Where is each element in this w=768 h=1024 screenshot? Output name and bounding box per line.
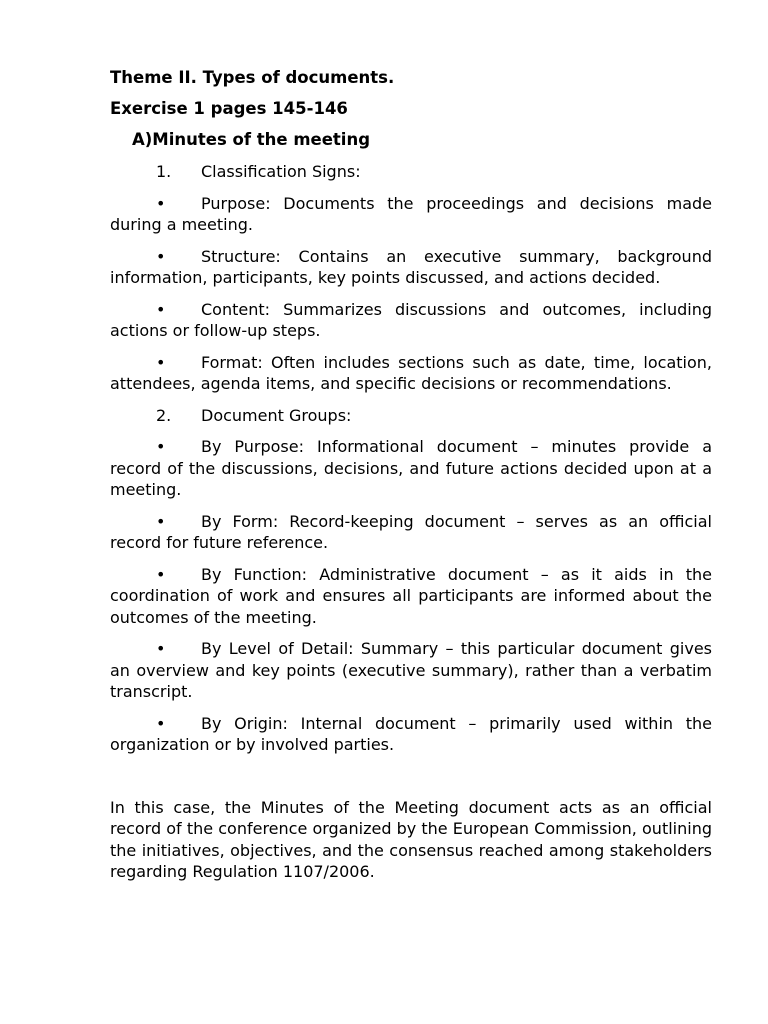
- item-number: 1.: [156, 162, 172, 181]
- bullet-item: [110, 511, 712, 554]
- item-number: 2.: [156, 405, 172, 425]
- bullet-text: By Form: Record-keeping document – serves as an official record for future reference.: [110, 511, 712, 552]
- bullet-text: Content: Summarizes discussions and outcomes, including actions or follow-up steps.: [110, 299, 712, 340]
- bullet-text: By Origin: Internal document – primarily used within the organization or by involved parties.: [110, 713, 712, 754]
- numbered-item-groups: [110, 405, 712, 427]
- bullet-item: [110, 193, 712, 236]
- bullet-text: By Purpose: Informational document – minutes provide a record of the discussions, decisions, and future actions decided upon at a meeting.: [110, 437, 712, 499]
- theme-heading: Theme II. Types of documents.: [110, 68, 395, 87]
- conclusion-paragraph: In this case, the Minutes of the Meeting document acts as an official record of the conference organized by the European Commission, outlining the initiatives, objectives, and the consensus reached among stakeholders regarding Regulation 1107/2006.: [110, 797, 712, 881]
- bullet-marker: •: [156, 639, 166, 658]
- bullet-marker: •: [156, 246, 166, 266]
- exercise-heading: Exercise 1 pages 145-146: [110, 99, 348, 118]
- bullet-text: Format: Often includes sections such as date, time, location, attendees, agenda items, and specific decisions or recommendations.: [110, 352, 712, 393]
- bullet-marker: •: [156, 511, 166, 531]
- bullet-marker: •: [156, 193, 166, 213]
- bullet-item: [110, 564, 712, 629]
- bullet-text: Structure: Contains an executive summary, background information, participants, key points discussed, and actions decided.: [110, 246, 712, 287]
- item-title: Document Groups:: [201, 405, 352, 425]
- bullet-marker: •: [156, 564, 166, 584]
- bullet-marker: •: [156, 299, 166, 319]
- numbered-item-classification: [110, 161, 712, 183]
- bullet-text: By Level of Detail: Summary – this particular document gives an overview and key points (executive summary), rather than a verbatim transcript.: [110, 639, 712, 701]
- bullet-item: [110, 246, 712, 289]
- bullet-marker: •: [156, 437, 166, 456]
- bullet-text: Purpose: Documents the proceedings and decisions made during a meeting.: [110, 193, 712, 234]
- bullet-item: [110, 713, 712, 756]
- section-heading: A)Minutes of the meeting: [132, 130, 371, 149]
- bullet-item: [110, 299, 712, 342]
- paragraph-spacer: [110, 766, 712, 797]
- item-title: Classification Signs:: [201, 162, 361, 181]
- bullet-marker: •: [156, 352, 166, 372]
- bullet-text: By Function: Administrative document – as it aids in the coordination of work and ensures all participants are informed about the outcomes of the meeting.: [110, 564, 712, 627]
- document-body: [110, 67, 712, 883]
- bullet-marker: •: [156, 713, 166, 733]
- bullet-item: [110, 638, 712, 703]
- bullet-item: [110, 352, 712, 395]
- bullet-item: [110, 436, 712, 501]
